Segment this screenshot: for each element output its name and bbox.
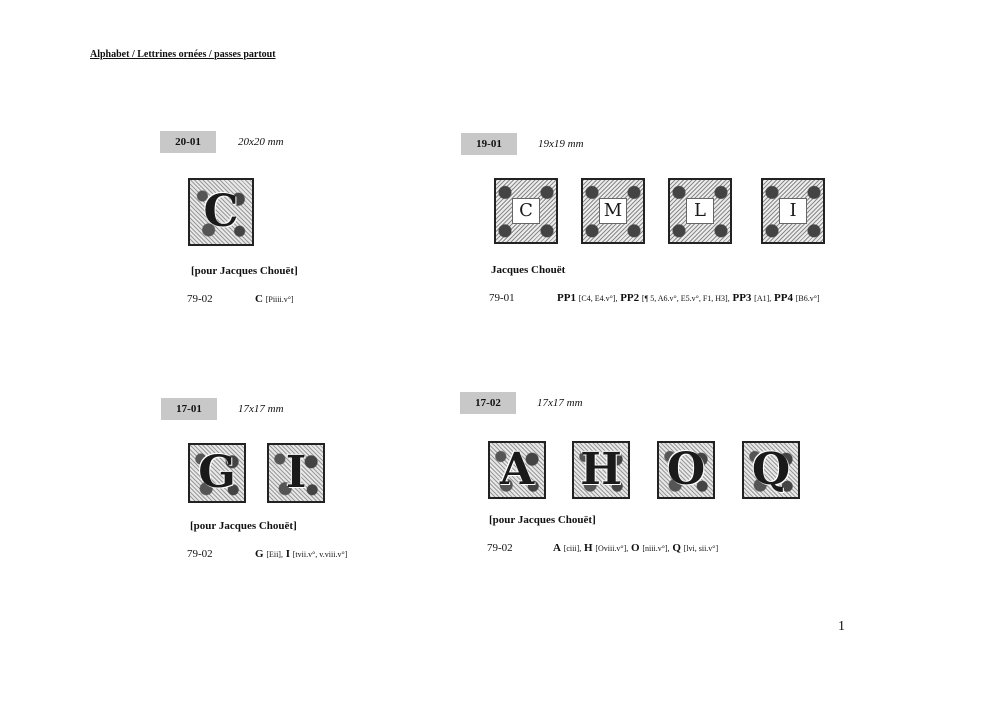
- reference-number: 79-01: [489, 292, 515, 304]
- ornate-initial-image: [188, 443, 246, 503]
- code-badge: 17-02: [460, 392, 516, 414]
- initial-letter: C: [203, 186, 239, 237]
- ornate-initial-image: [581, 178, 645, 244]
- entry-letter: A: [553, 542, 561, 554]
- entry-letter: PP2: [620, 292, 640, 304]
- occurrence-list: [255, 548, 347, 560]
- initial-letter: A: [499, 444, 535, 495]
- entry-letter: H: [584, 542, 593, 554]
- entry-letter: Q: [672, 542, 681, 554]
- entry-letter: PP1: [557, 292, 576, 304]
- initial-cartouche: [686, 198, 714, 224]
- ornate-initial-image: [668, 178, 732, 244]
- size-label: 17x17 mm: [537, 397, 583, 409]
- entry-location: [ciii],: [563, 544, 582, 553]
- entry-location: [Oviii.v°],: [595, 544, 629, 553]
- occurrence-list: [553, 542, 718, 554]
- entry-letter: PP4: [774, 292, 793, 304]
- initial-cartouche: [779, 198, 807, 224]
- reference-number: 79-02: [487, 542, 513, 554]
- initial-letter: Q: [751, 444, 791, 495]
- ornate-initial-image: [494, 178, 558, 244]
- printer-caption: [pour Jacques Chouët]: [489, 514, 596, 526]
- initial-letter: I: [285, 447, 307, 498]
- page-number: 1: [838, 619, 845, 634]
- entry-location: [Piiii.v°]: [265, 295, 294, 304]
- ornate-initial-image: [742, 441, 800, 499]
- entry-letter: G: [255, 548, 264, 560]
- entry-location: [Eii],: [266, 550, 283, 559]
- code-badge: 19-01: [461, 133, 517, 155]
- reference-number: 79-02: [187, 293, 213, 305]
- initial-letter: G: [198, 447, 236, 498]
- entry-letter: C: [255, 293, 263, 305]
- page-title: Alphabet / Lettrines ornées / passes partout: [90, 49, 276, 60]
- ornate-initial-image: [267, 443, 325, 503]
- entry-letter: I: [285, 548, 291, 560]
- reference-number: 79-02: [187, 548, 213, 560]
- entry-location: [¶ 5, A6.v°, E5.v°, F1, H3],: [641, 294, 730, 303]
- code-badge: 20-01: [160, 131, 216, 153]
- entry-location: [A1],: [754, 294, 772, 303]
- initial-letter: O: [666, 444, 706, 495]
- ornate-initial-image: [188, 178, 254, 246]
- initial-cartouche: [599, 198, 627, 224]
- occurrence-list: [255, 293, 294, 305]
- printer-caption: [pour Jacques Chouët]: [190, 520, 297, 532]
- entry-letter: PP3: [732, 292, 752, 304]
- occurrence-list: [557, 292, 820, 304]
- ornate-initial-image: [572, 441, 630, 499]
- size-label: 20x20 mm: [238, 136, 284, 148]
- size-label: 19x19 mm: [538, 138, 584, 150]
- initial-letter: C: [519, 200, 533, 221]
- entry-location: [B6.v°]: [795, 294, 820, 303]
- entry-location: [C4, E4.v°],: [578, 294, 618, 303]
- entry-location: [lvi, sii.v°]: [683, 544, 719, 553]
- initial-cartouche: [512, 198, 540, 224]
- initial-letter: H: [580, 444, 622, 495]
- ornate-initial-image: [657, 441, 715, 499]
- ornate-initial-image: [488, 441, 546, 499]
- entry-letter: O: [631, 542, 640, 554]
- printer-caption: [pour Jacques Chouët]: [191, 265, 298, 277]
- initial-letter: I: [789, 200, 797, 221]
- initial-letter: M: [603, 200, 623, 221]
- entry-location: [niii.v°],: [642, 544, 670, 553]
- entry-location: [tvii.v°, v.viii.v°]: [292, 550, 348, 559]
- ornate-initial-image: [761, 178, 825, 244]
- size-label: 17x17 mm: [238, 403, 284, 415]
- initial-letter: L: [694, 200, 706, 221]
- printer-caption: Jacques Chouët: [491, 264, 566, 276]
- code-badge: 17-01: [161, 398, 217, 420]
